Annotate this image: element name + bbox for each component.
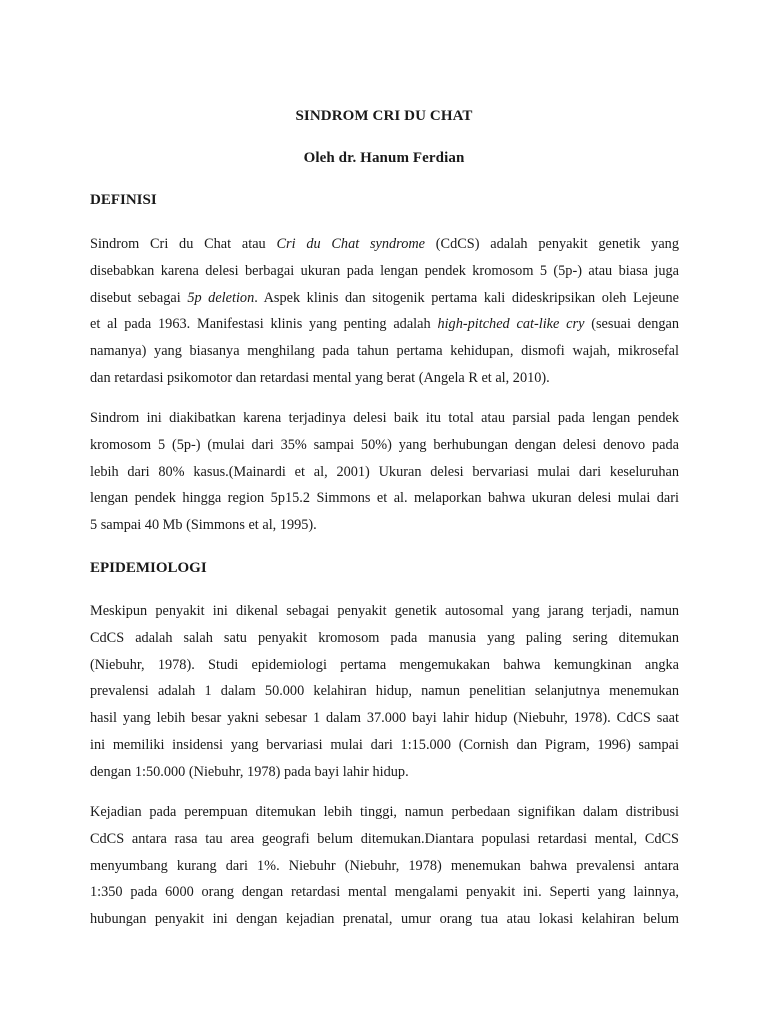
paragraph-definisi-2: [90, 405, 679, 539]
heading-epidemiologi: EPIDEMIOLOGI: [90, 560, 207, 576]
text-line: hasil yang lebih besar yakni sebesar 1 dalam 37.000 bayi lahir hidup (Niebuhr, 1978). CdCS saat: [90, 710, 679, 727]
text-line: Kejadian pada perempuan ditemukan lebih tinggi, namun perbedaan signifikan dalam distribusi: [90, 804, 679, 820]
paragraph-definisi-1: [90, 231, 679, 392]
text-line: ini memiliki insidensi yang bervariasi mulai dari 1:15.000 (Cornish dan Pigram, 1996) sampai: [90, 736, 679, 753]
paragraph-epidemiologi-1: [90, 598, 679, 786]
text-line: (Niebuhr, 1978). Studi epidemiologi pertama mengemukakan bahwa kemungkinan angka: [90, 656, 679, 673]
text-line: 1:350 pada 6000 orang dengan retardasi mental mengalami penyakit ini. Seperti yang lainnya,: [90, 884, 679, 901]
italic-term: 5p deletion: [187, 289, 255, 306]
text-line: hubungan penyakit ini dengan kejadian prenatal, umur orang tua atau lokasi kelahiran belum: [90, 911, 679, 928]
text-line: Meskipun penyakit ini dikenal sebagai penyakit genetik autosomal yang jarang terjadi, namun: [90, 603, 679, 619]
paragraph-epidemiologi-2: [90, 799, 679, 933]
text-line: Sindrom ini diakibatkan karena terjadinya delesi baik itu total atau parsial pada lengan pendek: [90, 410, 679, 426]
italic-term: Cri du Chat syndrome: [276, 236, 426, 252]
text-line: menyumbang kurang dari 1%. Niebuhr (Niebuhr, 1978) menemukan bahwa prevalensi antara: [90, 857, 679, 874]
text-line: dengan 1:50.000 (Niebuhr, 1978) pada bayi lahir hidup.: [90, 763, 409, 780]
text-line: prevalensi adalah 1 dalam 50.000 kelahiran hidup, namun penelitian selanjutnya menemukan: [90, 683, 679, 700]
text-line: disebut sebagai 5p deletion. Aspek klinis dan sitogenik pertama kali dideskripsikan oleh Lejeune: [90, 289, 679, 306]
text-line: kromosom 5 (5p-) (mulai dari 35% sampai 50%) yang berhubungan dengan delesi denovo pada: [90, 436, 679, 453]
text-line: lengan pendek hingga region 5p15.2 Simmons et al. melaporkan bahwa ukuran delesi mulai dari: [90, 490, 679, 507]
text-line: disebabkan karena delesi berbagai ukuran pada lengan pendek kromosom 5 (5p-) atau biasa juga: [90, 262, 679, 279]
text-line: Sindrom Cri du Chat atau Cri du Chat syndrome (CdCS) adalah penyakit genetik yang: [90, 236, 679, 252]
text-line: lebih dari 80% kasus.(Mainardi et al, 2001) Ukuran delesi bervariasi mulai dari keseluruhan: [90, 463, 679, 480]
text-line: dan retardasi psikomotor dan retardasi mental yang berat (Angela R et al, 2010).: [90, 369, 550, 386]
text-line: CdCS antara rasa tau area geografi belum ditemukan.Diantara populasi retardasi mental, CdCS: [90, 830, 679, 847]
text-line: 5 sampai 40 Mb (Simmons et al, 1995).: [90, 517, 317, 534]
text-line: et al pada 1963. Manifestasi klinis yang penting adalah high-pitched cat-like cry (sesuai dengan: [90, 316, 680, 333]
heading-definisi: DEFINISI: [90, 192, 157, 208]
italic-term: high-pitched cat-like cry: [437, 316, 585, 333]
document-title: SINDROM CRI DU CHAT: [295, 108, 473, 124]
document-author: Oleh dr. Hanum Ferdian: [303, 150, 465, 166]
text-line: namanya) yang biasanya menghilang pada tahun pertama kehidupan, dismofi wajah, mikrosefal: [90, 343, 679, 360]
text-line: CdCS adalah salah satu penyakit kromosom pada manusia yang paling sering ditemukan: [90, 629, 679, 646]
